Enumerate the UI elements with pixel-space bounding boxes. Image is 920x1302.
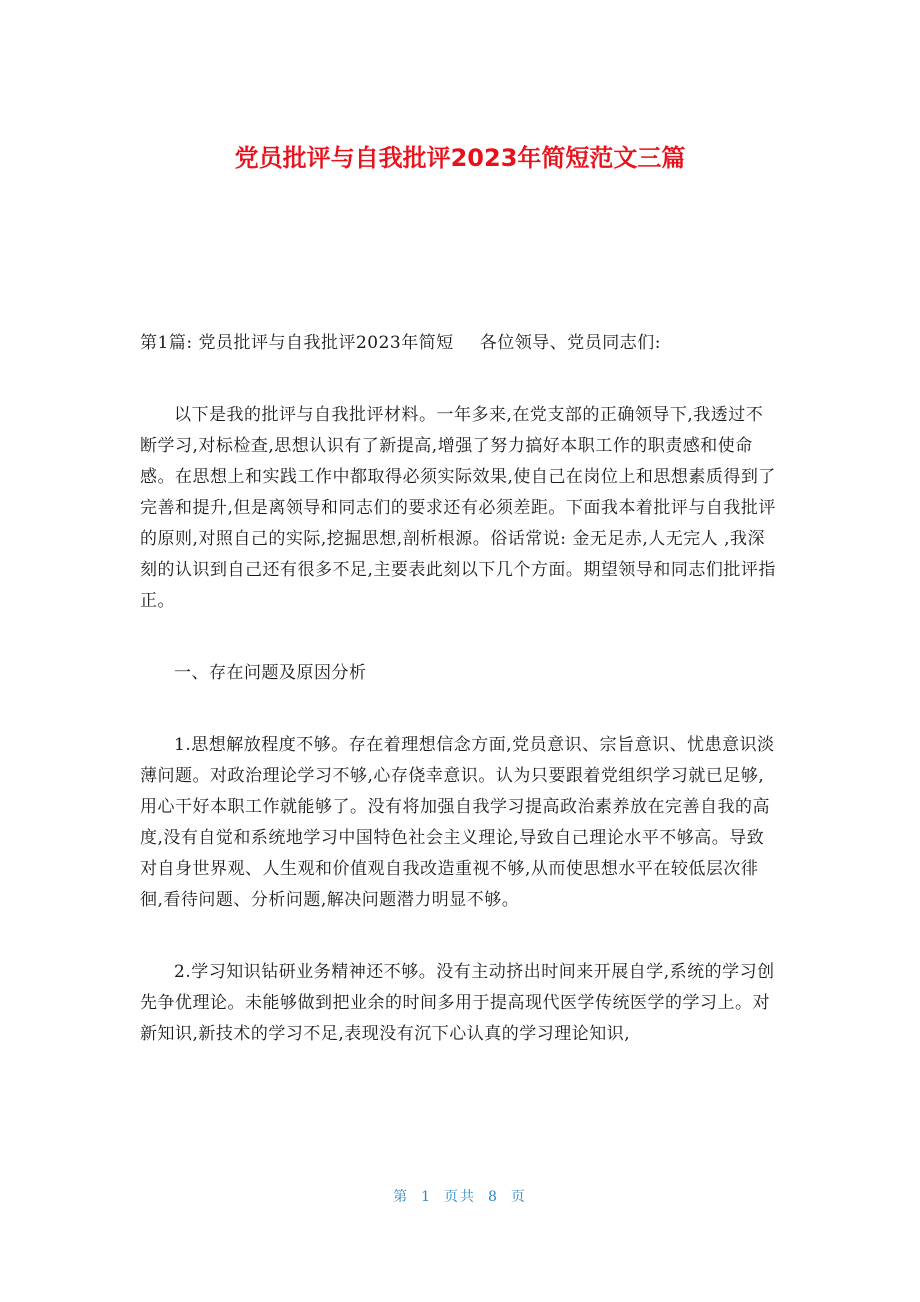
section-heading-left: 第1篇: 党员批评与自我批评2023年简短 xyxy=(140,333,454,353)
section-salutation: 各位领导、党员同志们: xyxy=(479,333,661,353)
paragraph-intro: 以下是我的批评与自我批评材料。一年多来,在党支部的正确领导下,我透过不断学习,对标检查,思想认识有了新提高,增强了努力搞好本职工作的职责感和使命感。在思想上和实践工作中都取得必须实际效果,使自己在岗位上和思想素质得到了完善和提升,但是离领导和同志们的要求还有必须差距。下面我本着批评与自我批评的原则,对照自己的实际,挖掘思想,剖析根源。俗话常说: 金无足赤,人无完人 ,我深刻的认识到自己还有很多不足,主要表此刻以下几个方面。期望领导和同志们批评指正。 xyxy=(140,405,776,611)
footer-current-page: 1 xyxy=(421,1189,432,1205)
footer-label-of: 页共 xyxy=(444,1189,476,1205)
document-body xyxy=(140,328,780,1091)
document-title: 党员批评与自我批评2023年简短范文三篇 xyxy=(234,144,686,172)
footer-label-page: 第 xyxy=(393,1189,410,1205)
footer-label-end: 页 xyxy=(510,1189,527,1205)
paragraph-point-1: 1.思想解放程度不够。存在着理想信念方面,党员意识、宗旨意识、忧患意识淡薄问题。对政治理论学习不够,心存侥幸意识。认为只要跟着党组织学习就已足够,用心干好本职工作就能够了。没有将加强自我学习提高政治素养放在完善自我的高度,没有自觉和系统地学习中国特色社会主义理论,导致自己理论水平不够高。导致对自身世界观、人生观和价值观自我改造重视不够,从而使思想水平在较低层次徘徊,看待问题、分析问题,解决问题潜力明显不够。 xyxy=(140,735,775,910)
page-footer xyxy=(0,1186,920,1206)
subheading-problems: 一、存在问题及原因分析 xyxy=(174,663,367,683)
paragraph-point-2: 2.学习知识钻研业务精神还不够。没有主动挤出时间来开展自学,系统的学习创先争优理论。未能够做到把业余的时间多用于提高现代医学传统医学的学习上。对新知识,新技术的学习不足,表现没有沉下心认真的学习理论知识, xyxy=(140,962,775,1044)
footer-total-pages: 8 xyxy=(488,1189,499,1205)
section-heading xyxy=(140,328,780,359)
